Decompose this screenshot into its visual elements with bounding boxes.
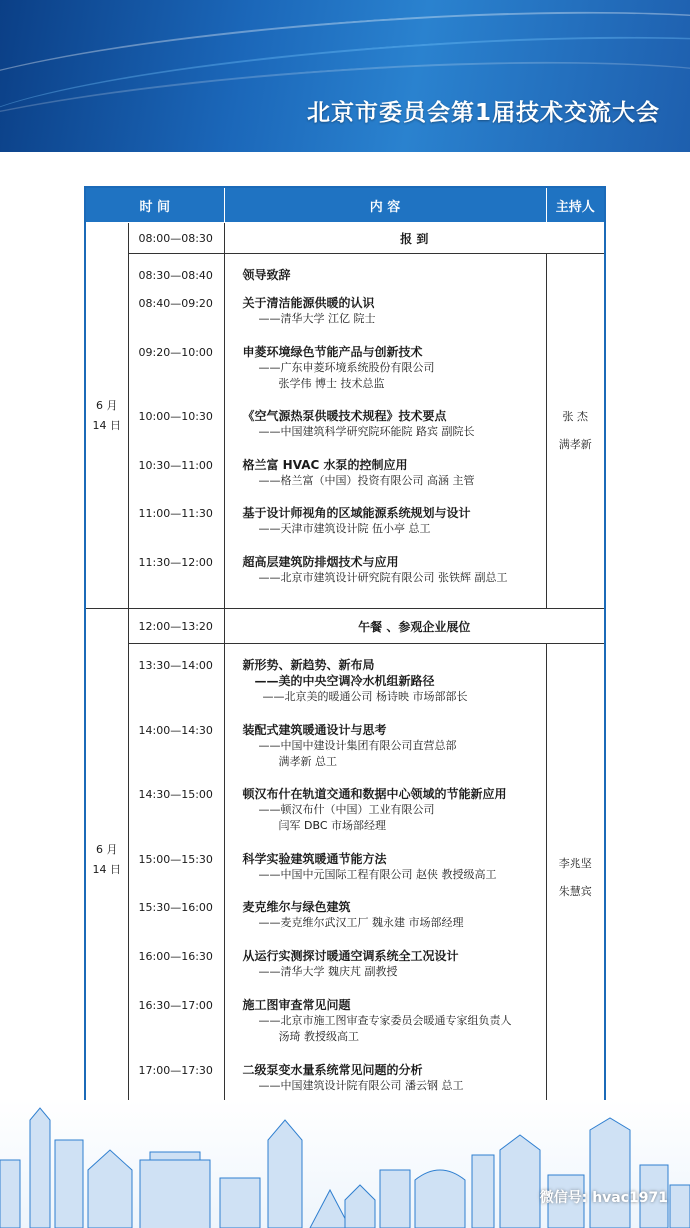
list-item bbox=[243, 722, 457, 770]
slot-time: 16:00—16:30 bbox=[138, 950, 213, 963]
date-day: 14 日 bbox=[92, 863, 121, 876]
talk-title: 二级泵变水量系统常见问题的分析 bbox=[242, 1063, 423, 1077]
time-column bbox=[128, 254, 224, 609]
date-month: 6 月 bbox=[96, 398, 118, 412]
list-item bbox=[243, 657, 468, 705]
list-item bbox=[243, 899, 464, 931]
speaker-line: ——天津市建筑设计院 伍小亭 总工 bbox=[258, 522, 431, 535]
talk-title: 申菱环境绿色节能产品与创新技术 bbox=[242, 345, 423, 359]
building bbox=[310, 1190, 350, 1228]
talk-title: 顿汉布什在轨道交通和数据中心领域的节能新应用 bbox=[242, 787, 507, 801]
slot-time: 11:30—12:00 bbox=[138, 556, 213, 569]
list-item bbox=[243, 295, 376, 327]
list-item bbox=[243, 457, 475, 489]
time-cell: 08:00—08:30 bbox=[128, 223, 224, 254]
talk-title: 麦克维尔与绿色建筑 bbox=[242, 900, 351, 914]
slot-time: 14:00—14:30 bbox=[138, 724, 213, 737]
slot-time: 08:30—08:40 bbox=[138, 269, 213, 282]
talk-title: 从运行实测探讨暖通空调系统全工况设计 bbox=[242, 949, 459, 963]
list-item bbox=[243, 505, 471, 537]
host-name: 张 杰 bbox=[562, 410, 588, 423]
slot-time: 10:00—10:30 bbox=[138, 410, 213, 423]
speaker-line: ——北京美的暖通公司 杨诗映 市场部部长 bbox=[262, 690, 468, 703]
speaker-line: 满孝新 总工 bbox=[278, 755, 337, 768]
schedule-table bbox=[84, 186, 606, 1114]
registration-cell: 报 到 bbox=[224, 223, 605, 254]
talk-title: 关于清洁能源供暖的认识 bbox=[242, 296, 375, 310]
list-item bbox=[243, 408, 475, 440]
slot-time: 16:30—17:00 bbox=[138, 999, 213, 1012]
speaker-line: ——中国中元国际工程有限公司 赵侠 教授级高工 bbox=[258, 868, 497, 881]
china-pavilion bbox=[140, 1160, 210, 1228]
tower bbox=[268, 1120, 302, 1228]
china-pavilion-roof bbox=[150, 1152, 200, 1160]
speaker-line: ——清华大学 江亿 院士 bbox=[258, 312, 376, 325]
list-item bbox=[243, 267, 291, 283]
talk-title: 《空气源热泵供暖技术规程》技术要点 bbox=[242, 409, 447, 423]
building bbox=[88, 1150, 132, 1228]
page-title: 北京市委员会第1届技术交流大会 bbox=[306, 100, 660, 126]
speaker-line: ——格兰富（中国）投资有限公司 高涵 主管 bbox=[258, 474, 475, 487]
building bbox=[55, 1140, 83, 1228]
slot-time: 14:30—15:00 bbox=[138, 788, 213, 801]
speaker-line: 张学伟 博士 技术总监 bbox=[278, 377, 385, 390]
list-item bbox=[243, 851, 497, 883]
date-cell bbox=[85, 609, 128, 1113]
talk-title: 超高层建筑防排烟技术与应用 bbox=[242, 555, 399, 569]
temple-of-heaven bbox=[345, 1185, 375, 1228]
slot-time: 15:00—15:30 bbox=[138, 853, 213, 866]
list-item bbox=[243, 344, 435, 392]
date-cell bbox=[85, 223, 128, 609]
slot-time: 10:30—11:00 bbox=[138, 459, 213, 472]
speaker-line: ——清华大学 魏庆芃 副教授 bbox=[258, 965, 398, 978]
talk-title: 装配式建筑暖通设计与思考 bbox=[242, 723, 387, 737]
slot-time: 08:40—09:20 bbox=[138, 297, 213, 310]
building bbox=[30, 1108, 50, 1228]
time-cell: 12:00—13:20 bbox=[128, 609, 224, 644]
list-item bbox=[243, 997, 512, 1045]
talk-title: 科学实验建筑暖通节能方法 bbox=[242, 852, 387, 866]
host-name: 朱慧宾 bbox=[558, 884, 592, 898]
date-day: 14 日 bbox=[92, 418, 121, 432]
speaker-line: ——中国建筑设计院有限公司 潘云钢 总工 bbox=[258, 1079, 464, 1092]
header-banner bbox=[0, 0, 690, 152]
list-item bbox=[243, 554, 508, 586]
talk-title: 格兰富 HVAC 水泵的控制应用 bbox=[242, 458, 408, 472]
content-column bbox=[224, 254, 546, 609]
building bbox=[0, 1160, 20, 1228]
speaker-line: ——北京市建筑设计研究院有限公司 张铁辉 副总工 bbox=[258, 571, 508, 584]
table-row bbox=[85, 644, 605, 1113]
speaker-line: ——广东申菱环境系统股份有限公司 bbox=[258, 361, 435, 374]
host-name: 李兆坚 bbox=[558, 856, 592, 870]
building bbox=[500, 1135, 540, 1228]
skyline-svg bbox=[0, 1100, 690, 1228]
slot-time: 09:20—10:00 bbox=[138, 346, 213, 359]
speaker-line: ——麦克维尔武汉工厂 魏永建 市场部经理 bbox=[258, 916, 464, 929]
host-name: 满孝新 bbox=[558, 438, 592, 451]
building bbox=[380, 1170, 410, 1228]
building bbox=[472, 1155, 494, 1228]
time-column bbox=[128, 644, 224, 1113]
date-month: 6 月 bbox=[96, 843, 118, 856]
building bbox=[415, 1170, 465, 1228]
host-cell bbox=[546, 254, 605, 609]
speaker-line: ——中国中建设计集团有限公司直营总部 bbox=[258, 739, 457, 752]
talk-title: 领导致辞 bbox=[242, 268, 291, 282]
table-row bbox=[85, 609, 605, 644]
lunch-cell: 午餐 、参观企业展位 bbox=[224, 609, 605, 644]
building bbox=[670, 1185, 690, 1228]
tower bbox=[590, 1118, 630, 1228]
slot-time: 17:00—17:30 bbox=[138, 1064, 213, 1077]
talk-subtitle: ——美的中央空调冷水机组新路径 bbox=[254, 674, 435, 688]
speaker-line: 闫军 DBC 市场部经理 bbox=[278, 819, 386, 832]
list-item bbox=[243, 948, 459, 980]
building bbox=[220, 1178, 260, 1228]
host-cell bbox=[546, 644, 605, 1113]
table-row bbox=[85, 223, 605, 254]
speaker-line: ——北京市施工图审查专家委员会暖通专家组负责人 bbox=[258, 1014, 512, 1027]
slot-time: 13:30—14:00 bbox=[138, 659, 213, 672]
talk-title: 基于设计师视角的区域能源系统规划与设计 bbox=[242, 506, 471, 520]
speaker-line: ——顿汉布什（中国）工业有限公司 bbox=[258, 803, 435, 816]
table-row bbox=[85, 254, 605, 609]
talk-title: 新形势、新趋势、新布局 bbox=[242, 658, 375, 672]
list-item bbox=[243, 786, 507, 834]
header-host: 主持人 bbox=[546, 187, 605, 223]
table-header-row bbox=[85, 187, 605, 223]
speaker-line: ——中国建筑科学研究院环能院 路宾 副院长 bbox=[258, 425, 475, 438]
slot-time: 15:30—16:00 bbox=[138, 901, 213, 914]
content-column bbox=[224, 644, 546, 1113]
talk-title: 施工图审查常见问题 bbox=[242, 998, 351, 1012]
list-item bbox=[243, 1062, 464, 1094]
header-time: 时 间 bbox=[85, 187, 224, 223]
speaker-line: 汤琦 教授级高工 bbox=[278, 1030, 359, 1043]
slot-time: 11:00—11:30 bbox=[138, 507, 213, 520]
watermark: 微信号: hvac1971 bbox=[539, 1190, 668, 1206]
skyline-illustration bbox=[0, 1100, 690, 1228]
header-content: 内 容 bbox=[224, 187, 546, 223]
